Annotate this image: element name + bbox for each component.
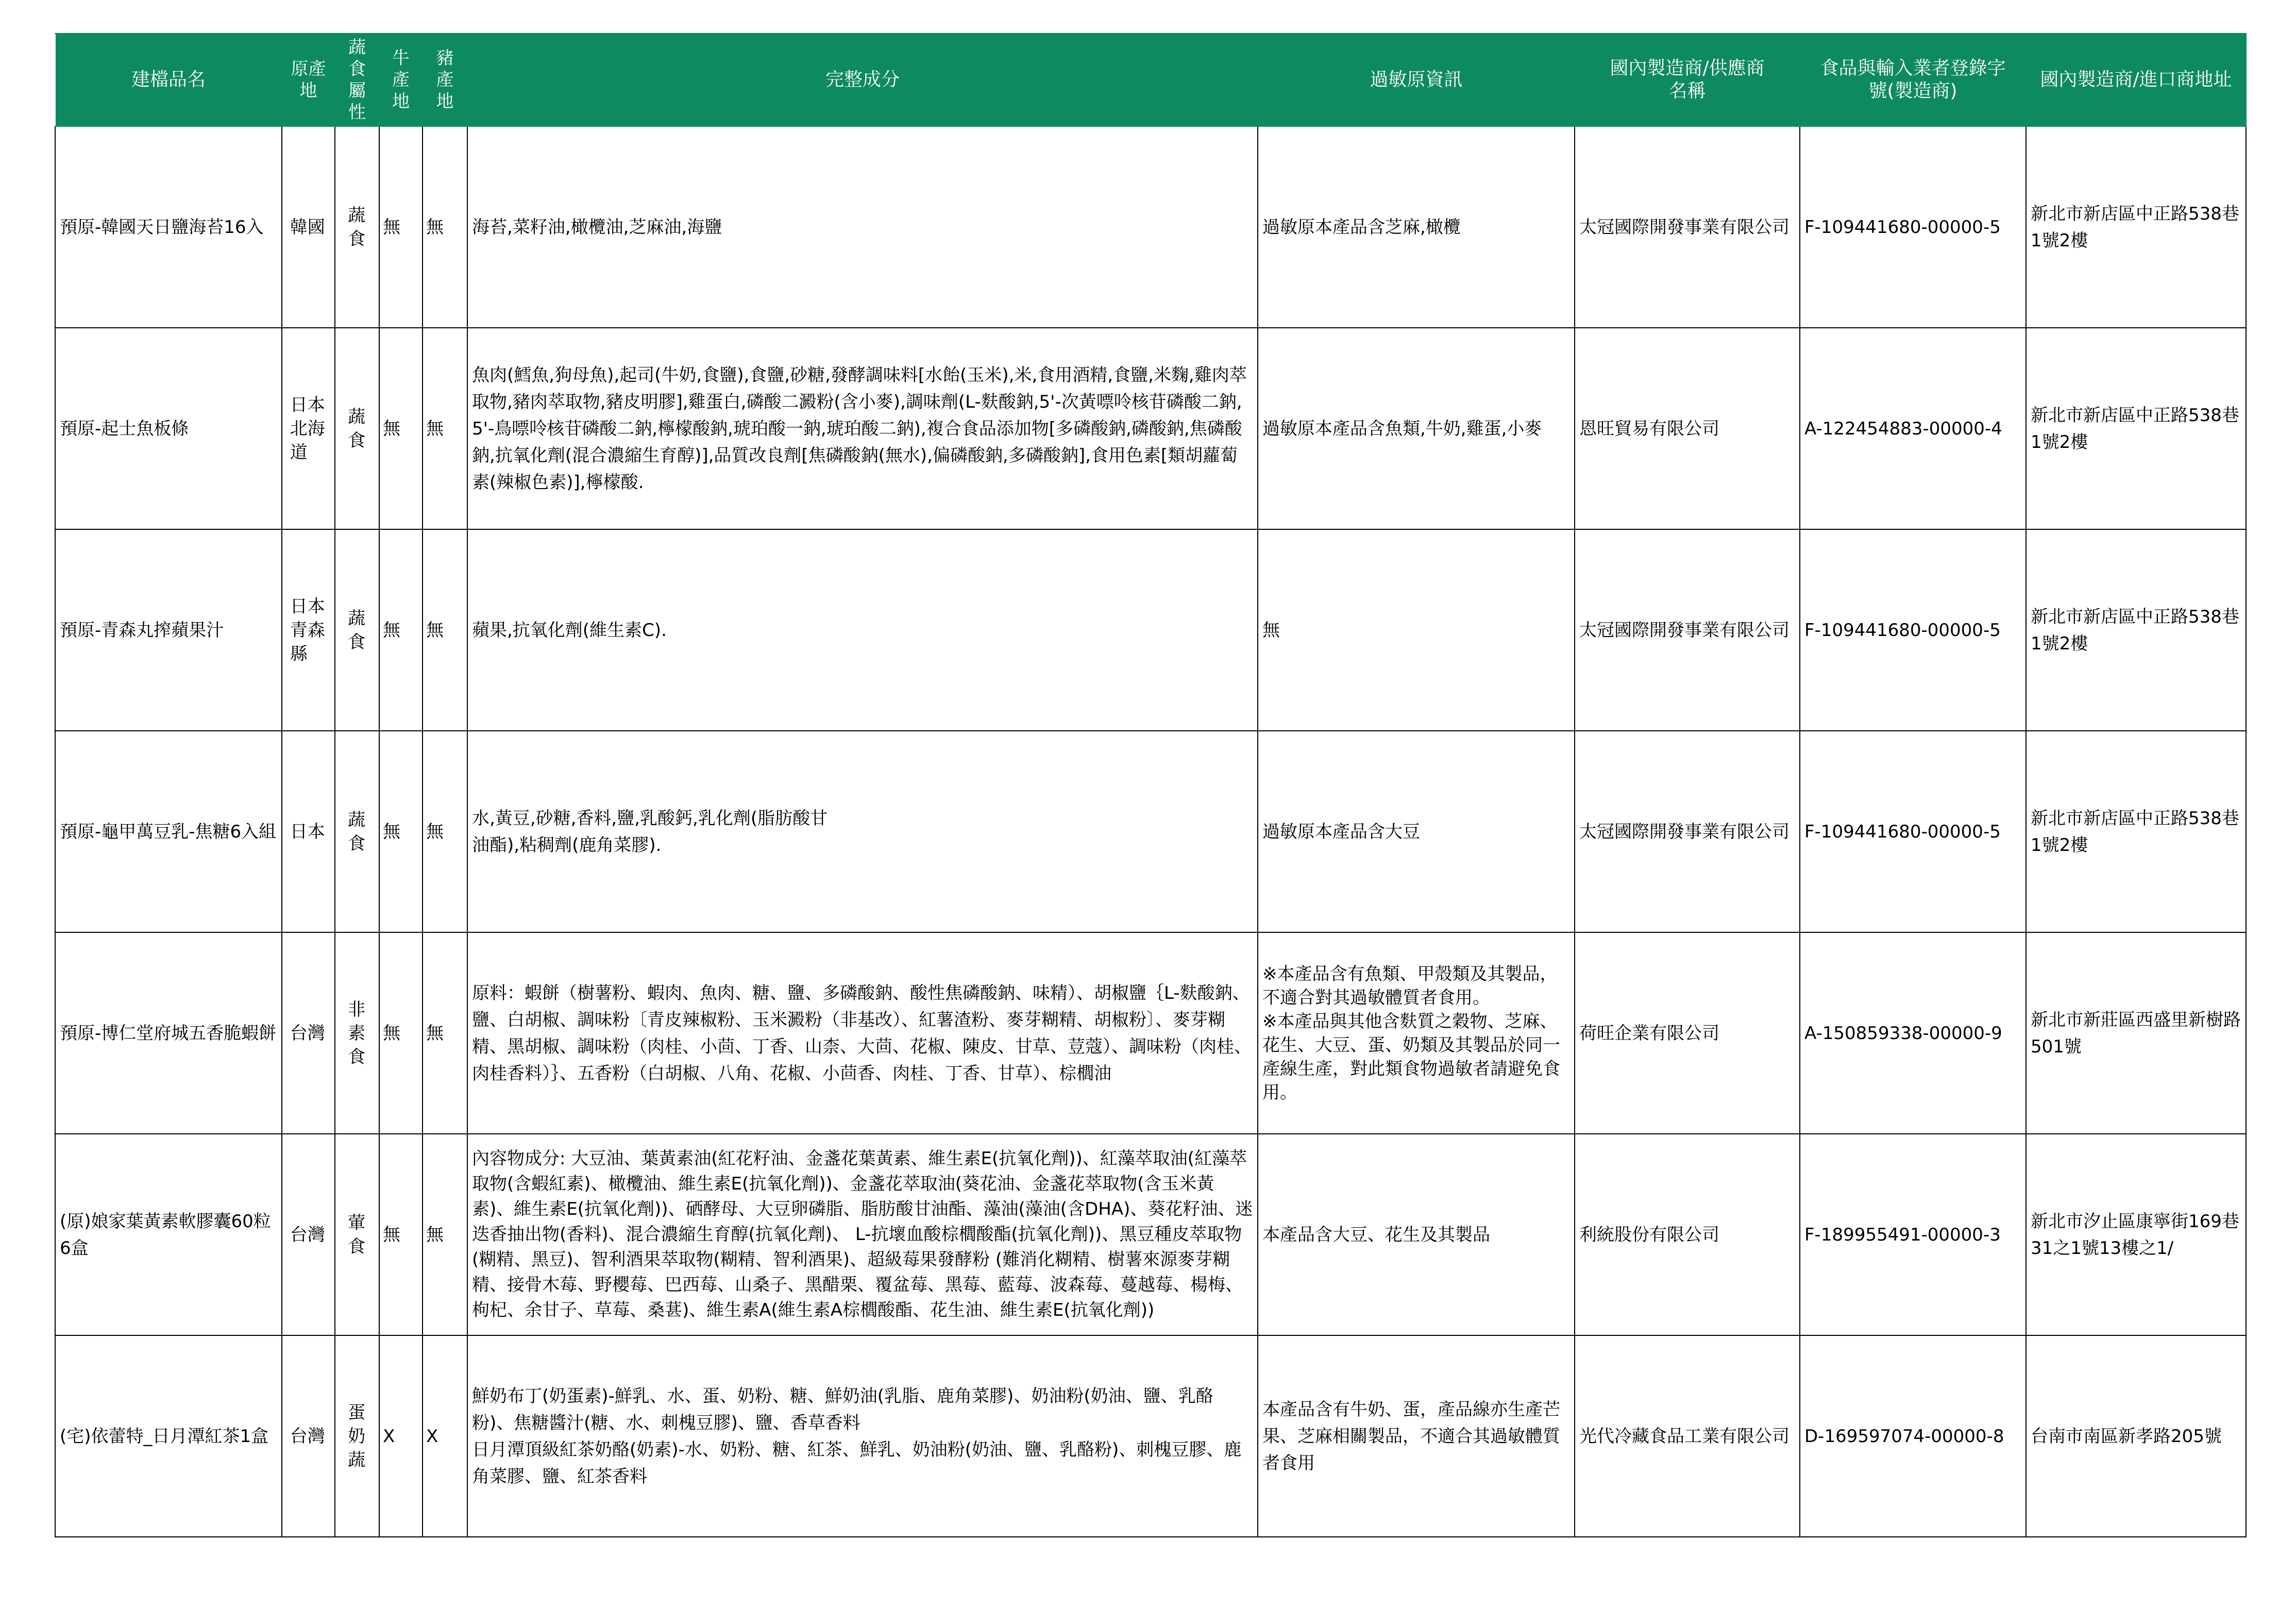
table-row	[55, 1335, 2246, 1537]
cell-diet: 蛋奶蔬	[335, 1335, 379, 1537]
cell-name: 預原-韓國天日鹽海苔16入	[55, 126, 282, 328]
cell-pork: X	[423, 1335, 467, 1537]
cell-origin: 日本北海道	[282, 328, 335, 529]
cell-allergen: 無	[1258, 529, 1575, 731]
cell-pork: 無	[423, 932, 467, 1134]
cell-address: 新北市汐止區康寧街169巷31之1號13樓之1/	[2026, 1134, 2246, 1335]
cell-beef: 無	[379, 529, 423, 731]
cell-diet: 葷食	[335, 1134, 379, 1335]
cell-registration: F-109441680-00000-5	[1800, 731, 2026, 932]
cell-registration: F-109441680-00000-5	[1800, 126, 2026, 328]
table-row	[55, 731, 2246, 932]
cell-origin: 日本	[282, 731, 335, 932]
header-ingredients: 完整成分	[467, 34, 1258, 126]
cell-beef: 無	[379, 932, 423, 1134]
cell-manufacturer: 荷旺企業有限公司	[1575, 932, 1800, 1134]
cell-ingredients: 水,黃豆,砂糖,香料,鹽,乳酸鈣,乳化劑(脂肪酸甘 油酯),粘稠劑(鹿角菜膠).	[467, 731, 1258, 932]
cell-origin: 台灣	[282, 1335, 335, 1537]
cell-origin: 台灣	[282, 1134, 335, 1335]
cell-address: 新北市新店區中正路538巷1號2樓	[2026, 126, 2246, 328]
cell-registration: A-122454883-00000-4	[1800, 328, 2026, 529]
cell-allergen: 過敏原本產品含芝麻,橄欖	[1258, 126, 1575, 328]
cell-registration: D-169597074-00000-8	[1800, 1335, 2026, 1537]
cell-address: 新北市新店區中正路538巷1號2樓	[2026, 328, 2246, 529]
cell-pork: 無	[423, 1134, 467, 1335]
table-row	[55, 932, 2246, 1134]
cell-ingredients: 原料：蝦餅（樹薯粉、蝦肉、魚肉、糖、鹽、多磷酸鈉、酸性焦磷酸鈉、味精）、胡椒鹽｛L-麩酸鈉、鹽、白胡椒、調味粉〔青皮辣椒粉、玉米澱粉（非基改）、紅薯渣粉、麥芽糊精、胡椒粉〕、麥芽糊精、黑胡椒、調味粉（肉桂、小茴、丁香、山柰、大茴、花椒、陳皮、甘草、荳蔻）、調味粉（肉桂、肉桂香料）｝、五香粉（白胡椒、八角、花椒、小茴香、肉桂、丁香、甘草）、棕櫚油	[467, 932, 1258, 1134]
cell-manufacturer: 恩旺貿易有限公司	[1575, 328, 1800, 529]
cell-pork: 無	[423, 126, 467, 328]
cell-allergen: 本產品含大豆、花生及其製品	[1258, 1134, 1575, 1335]
cell-ingredients: 蘋果,抗氧化劑(維生素C).	[467, 529, 1258, 731]
cell-beef: 無	[379, 1134, 423, 1335]
cell-name: 預原-博仁堂府城五香脆蝦餅	[55, 932, 282, 1134]
header-manufacturer: 國內製造商/供應商名稱	[1575, 34, 1800, 126]
cell-diet: 蔬食	[335, 328, 379, 529]
cell-manufacturer: 太冠國際開發事業有限公司	[1575, 529, 1800, 731]
cell-pork: 無	[423, 529, 467, 731]
cell-ingredients: 海苔,菜籽油,橄欖油,芝麻油,海鹽	[467, 126, 1258, 328]
cell-ingredients: 魚肉(鱈魚,狗母魚),起司(牛奶,食鹽),食鹽,砂糖,發酵調味料[水飴(玉米),米,食用酒精,食鹽,米麴,雞肉萃取物,豬肉萃取物,豬皮明膠],雞蛋白,磷酸二澱粉(含小麥),調味劑(L-麩酸鈉,5'-次黃嘌呤核苷磷酸二鈉,5'-鳥嘌呤核苷磷酸二鈉,檸檬酸鈉,琥珀酸一鈉,琥珀酸二鈉),複合食品添加物[多磷酸鈉,磷酸鈉,焦磷酸鈉,抗氧化劑(混合濃縮生育醇)],品質改良劑[焦磷酸鈉(無水),偏磷酸鈉,多磷酸鈉],食用色素[類胡蘿蔔素(辣椒色素)],檸檬酸.	[467, 328, 1258, 529]
header-beef: 牛產地	[379, 34, 423, 126]
cell-address: 新北市新莊區西盛里新樹路501號	[2026, 932, 2246, 1134]
cell-beef: 無	[379, 731, 423, 932]
cell-address: 台南市南區新孝路205號	[2026, 1335, 2246, 1537]
cell-diet: 蔬食	[335, 731, 379, 932]
cell-name: 預原-龜甲萬豆乳-焦糖6入組	[55, 731, 282, 932]
cell-address: 新北市新店區中正路538巷1號2樓	[2026, 731, 2246, 932]
header-pork: 豬產地	[423, 34, 467, 126]
cell-manufacturer: 太冠國際開發事業有限公司	[1575, 731, 1800, 932]
cell-allergen: 過敏原本產品含魚類,牛奶,雞蛋,小麥	[1258, 328, 1575, 529]
cell-manufacturer: 利統股份有限公司	[1575, 1134, 1800, 1335]
cell-address: 新北市新店區中正路538巷1號2樓	[2026, 529, 2246, 731]
cell-name: (宅)依蕾特_日月潭紅茶1盒	[55, 1335, 282, 1537]
cell-pork: 無	[423, 731, 467, 932]
cell-diet: 蔬食	[335, 126, 379, 328]
cell-name: (原)娘家葉黃素軟膠囊60粒6盒	[55, 1134, 282, 1335]
cell-manufacturer: 光代冷藏食品工業有限公司	[1575, 1335, 1800, 1537]
cell-allergen: 本產品含有牛奶、蛋，產品線亦生產芒果、芝麻相關製品，不適合其過敏體質者食用	[1258, 1335, 1575, 1537]
cell-registration: F-109441680-00000-5	[1800, 529, 2026, 731]
cell-allergen: ※本產品含有魚類、甲殼類及其製品，不適合對其過敏體質者食用。 ※本產品與其他含麩質之穀物、芝麻、花生、大豆、蛋、奶類及其製品於同一產線生產，對此類食物過敏者請避免食用。	[1258, 932, 1575, 1134]
header-name: 建檔品名	[55, 34, 282, 126]
header-registration: 食品與輸入業者登錄字號(製造商)	[1800, 34, 2026, 126]
cell-origin: 韓國	[282, 126, 335, 328]
cell-beef: 無	[379, 126, 423, 328]
cell-ingredients: 鮮奶布丁(奶蛋素)-鮮乳、水、蛋、奶粉、糖、鮮奶油(乳脂、鹿角菜膠)、奶油粉(奶油、鹽、乳酪粉)、焦糖醬汁(糖、水、刺槐豆膠)、鹽、香草香料 日月潭頂級紅茶奶酪(奶素)-水、奶粉、糖、紅茶、鮮乳、奶油粉(奶油、鹽、乳酪粉)、刺槐豆膠、鹿角菜膠、鹽、紅茶香料	[467, 1335, 1258, 1537]
cell-beef: 無	[379, 328, 423, 529]
table-row	[55, 328, 2246, 529]
cell-registration: A-150859338-00000-9	[1800, 932, 2026, 1134]
header-diet: 蔬食屬性	[335, 34, 379, 126]
header-origin: 原產地	[282, 34, 335, 126]
cell-pork: 無	[423, 328, 467, 529]
cell-diet: 非素食	[335, 932, 379, 1134]
header-allergen: 過敏原資訊	[1258, 34, 1575, 126]
cell-registration: F-189955491-00000-3	[1800, 1134, 2026, 1335]
product-table	[55, 33, 2247, 1537]
header-address: 國內製造商/進口商地址	[2026, 34, 2246, 126]
cell-allergen: 過敏原本產品含大豆	[1258, 731, 1575, 932]
table-row	[55, 1134, 2246, 1335]
cell-beef: X	[379, 1335, 423, 1537]
cell-origin: 日本青森縣	[282, 529, 335, 731]
cell-name: 預原-青森丸搾蘋果汁	[55, 529, 282, 731]
table-row	[55, 126, 2246, 328]
cell-origin: 台灣	[282, 932, 335, 1134]
cell-name: 預原-起士魚板條	[55, 328, 282, 529]
cell-diet: 蔬食	[335, 529, 379, 731]
header-row	[55, 34, 2246, 126]
cell-manufacturer: 太冠國際開發事業有限公司	[1575, 126, 1800, 328]
table-row	[55, 529, 2246, 731]
cell-ingredients: 內容物成分: 大豆油、葉黃素油(紅花籽油、金盞花葉黃素、維生素E(抗氧化劑))、紅藻萃取油(紅藻萃取物(含蝦紅素)、橄欖油、維生素E(抗氧化劑))、金盞花萃取油(葵花油、金盞花萃取物(含玉米黃素)、維生素E(抗氧化劑))、硒酵母、大豆卵磷脂、脂肪酸甘油酯、藻油(藻油(含DHA)、葵花籽油、迷迭香抽出物(香料)、混合濃縮生育醇(抗氧化劑)、 L-抗壞血酸棕櫚酸酯(抗氧化劑))、黑豆種皮萃取物(糊精、黑豆)、智利酒果萃取物(糊精、智利酒果)、超級莓果發酵粉 (難消化糊精、樹薯來源麥芽糊精、接骨木莓、野櫻莓、巴西莓、山桑子、黑醋栗、覆盆莓、黑莓、藍莓、波森莓、蔓越莓、楊梅、枸杞、余甘子、草莓、桑葚)、維生素A(維生素A棕櫚酸酯、花生油、維生素E(抗氧化劑))	[467, 1134, 1258, 1335]
